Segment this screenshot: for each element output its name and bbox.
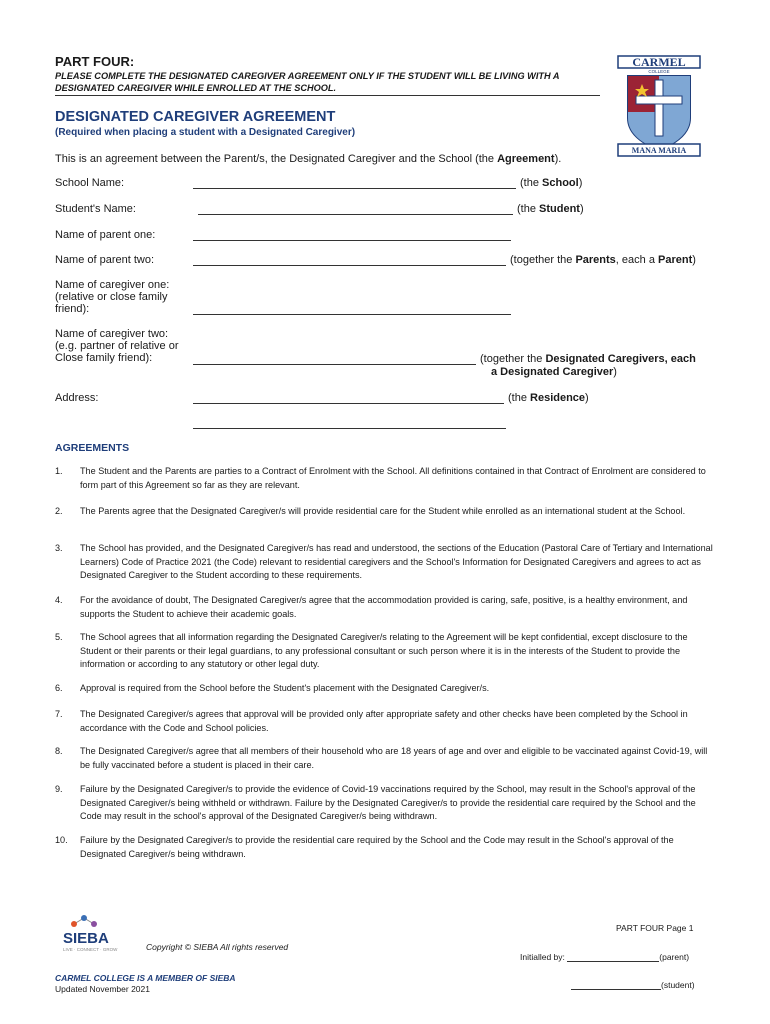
- parent-two-label: Name of parent two:: [55, 254, 155, 266]
- intro-text: [55, 153, 561, 165]
- item-text: Failure by the Designated Caregiver/s to provide the residential care required by the School and the Code may result in the School's approval of the Designated Caregiver/s being withdrawn.: [80, 835, 674, 859]
- address-field-2[interactable]: [193, 417, 510, 429]
- item-number: 6.: [55, 683, 63, 693]
- carmel-college-logo: [614, 52, 704, 160]
- caregiver-one-label-1: Name of caregiver one:: [55, 279, 170, 291]
- instruction-text: PLEASE COMPLETE THE DESIGNATED CAREGIVER AGREEMENT ONLY IF THE STUDENT WILL BE LIVING WITH A DESIGNATED CAREGIVER WHILE ENROLLED AT THE SCHOOL.: [55, 70, 600, 96]
- logo-motto: MANA MARIA: [631, 146, 687, 155]
- caregiver-two-bold2: a Designated Caregiver: [491, 366, 614, 378]
- parent-two-pre: (together the: [510, 254, 576, 266]
- parent-one-field[interactable]: [193, 229, 515, 241]
- intro-bold: Agreement: [497, 153, 555, 165]
- agreement-item: [55, 783, 719, 824]
- school-suffix-bold: School: [542, 177, 579, 189]
- agreement-item: [55, 745, 719, 772]
- item-number: 4.: [55, 595, 63, 605]
- caregiver-two-post: ): [613, 366, 617, 378]
- school-suffix-post: ): [578, 177, 583, 189]
- caregiver-one-field[interactable]: [193, 303, 515, 315]
- address-pre: (the: [508, 392, 531, 404]
- item-text: For the avoidance of doubt, The Designated Caregiver/s agree that the accommodation provided is caring, safe, positive, is a healthy environment, and supports the Student to achieve their academic goals.: [80, 595, 688, 619]
- student-suffix-pre: (the: [517, 203, 540, 215]
- intro-pre: This is an agreement between the Parent/s, the Designated Caregiver and the School (the: [55, 153, 498, 165]
- caregiver-two-pre: (together the: [480, 353, 546, 365]
- school-name-label: School Name:: [55, 177, 125, 189]
- caregiver-one-label-3: friend):: [55, 303, 90, 315]
- item-number: 9.: [55, 784, 63, 794]
- member-text: CARMEL COLLEGE IS A MEMBER OF SIEBA: [55, 973, 236, 983]
- parent-two-bold2: Parent: [658, 254, 693, 266]
- parent-label: (parent): [659, 952, 690, 962]
- initialled-parent-field[interactable]: [567, 952, 659, 962]
- agreement-item: [55, 631, 719, 672]
- address-bold: Residence: [530, 392, 586, 404]
- agreements-heading: AGREEMENTS: [55, 442, 130, 454]
- sieba-tagline: LIVE · CONNECT · GROW: [63, 947, 118, 952]
- item-text: The School has provided, and the Designated Caregiver/s has read and understood, the sections of the Education (Pastoral Care of Tertiary and International Learners) Code of Practice 2021 (the Code) relevant to residential caregivers and the School's Information for Designated Caregivers and agrees to act as Designated Caregiver to the Student according to these requirements.: [80, 543, 713, 580]
- item-text: The Designated Caregiver/s agree that all members of their household who are 18 years of age and over and eligible to be vaccinated against Covid-19, will be fully vaccinated before a student is placed in their care.: [80, 746, 708, 770]
- logo-name: CARMEL: [632, 55, 686, 69]
- agreement-item: [55, 682, 719, 696]
- caregiver-two-label: [55, 328, 179, 364]
- item-number: 2.: [55, 506, 63, 516]
- initialled-label: Initialled by:: [520, 952, 565, 962]
- logo-sub: COLLEGE: [648, 69, 670, 74]
- item-number: 8.: [55, 746, 63, 756]
- school-name-field[interactable]: [193, 177, 582, 189]
- school-suffix-pre: (the: [520, 177, 543, 189]
- intro-post: ).: [554, 153, 562, 165]
- item-text: The School agrees that all information regarding the Designated Caregiver/s relating to the Agreement will be kept confidential, except disclosure to the Student or their parents or their legal guardians, to any professional consultant or such person where it is in the interests of the Student to provide the information or according to any statutory or other legal duty.: [80, 632, 688, 669]
- student-suffix-bold: Student: [539, 203, 580, 215]
- initialled-row: [520, 952, 689, 962]
- student-name-field[interactable]: [198, 203, 584, 215]
- updated-text: Updated November 2021: [55, 984, 150, 994]
- page-title: DESIGNATED CAREGIVER AGREEMENT: [55, 109, 336, 125]
- caregiver-two-label-2: (e.g. partner of relative or: [55, 340, 179, 352]
- page-subtitle: (Required when placing a student with a Designated Caregiver): [55, 127, 356, 138]
- student-label: (student): [661, 980, 695, 990]
- item-text: The Student and the Parents are parties to a Contract of Enrolment with the School. All definitions contained in that Contract of Enrolment are considered to form part of this Agreement so far as they are relevant.: [80, 466, 706, 490]
- address-label: Address:: [55, 392, 99, 404]
- address-post: ): [585, 392, 589, 404]
- shield-crest-icon: [614, 52, 704, 160]
- student-name-label: Student's Name:: [55, 203, 136, 215]
- agreement-item: [55, 834, 719, 861]
- agreement-item: [55, 542, 719, 583]
- caregiver-one-label-2: (relative or close family: [55, 291, 168, 303]
- caregiver-two-field[interactable]: [193, 353, 696, 365]
- item-text: The Designated Caregiver/s agrees that approval will be provided only after appropriate safety and other checks have been completed by the School in accordance with the Code and School policies.: [80, 709, 688, 733]
- parent-two-bold: Parents: [575, 254, 616, 266]
- parent-two-field[interactable]: [193, 254, 696, 266]
- item-number: 3.: [55, 543, 63, 553]
- caregiver-one-label: [55, 279, 169, 315]
- item-number: 10.: [55, 835, 68, 845]
- caregiver-two-suffix: [491, 366, 617, 378]
- agreement-item: [55, 708, 719, 735]
- agreement-item: [55, 594, 719, 621]
- caregiver-two-bold: Designated Caregivers, each: [545, 353, 696, 365]
- item-text: Failure by the Designated Caregiver/s to provide the evidence of Covid-19 vaccinations required by the School, may result in the School's approval of the Designated Caregiver/s being withheld or withdrawn. Failure by the Designated Caregiver/s to provide the residential care required by the School and the Code may result in the school's approval of the Designated Caregiver/s being withdrawn.: [80, 784, 696, 821]
- initialled-student-row: [571, 980, 695, 990]
- page-number: PART FOUR Page 1: [616, 923, 694, 933]
- part-heading: PART FOUR:: [55, 54, 135, 69]
- copyright-text: Copyright © SIEBA All rights reserved: [146, 942, 289, 952]
- item-text: The Parents agree that the Designated Caregiver/s will provide residential care for the Student while enrolled as an international student at the School.: [80, 506, 686, 516]
- agreement-item: [55, 505, 719, 519]
- parent-two-mid: , each a: [615, 254, 658, 266]
- item-number: 7.: [55, 709, 63, 719]
- item-number: 1.: [55, 466, 63, 476]
- caregiver-two-label-1: Name of caregiver two:: [55, 328, 169, 340]
- student-suffix-post: ): [579, 203, 584, 215]
- item-text: Approval is required from the School before the Student's placement with the Designated Caregiver/s.: [80, 683, 490, 693]
- item-number: 5.: [55, 632, 63, 642]
- parent-two-post: ): [692, 254, 696, 266]
- sieba-wordmark: SIEBA: [63, 930, 109, 947]
- parent-one-label: Name of parent one:: [55, 229, 156, 241]
- agreement-item: [55, 465, 719, 492]
- initialled-student-field[interactable]: [571, 980, 661, 990]
- address-field-1[interactable]: [193, 392, 589, 404]
- caregiver-two-label-3: Close family friend):: [55, 352, 153, 364]
